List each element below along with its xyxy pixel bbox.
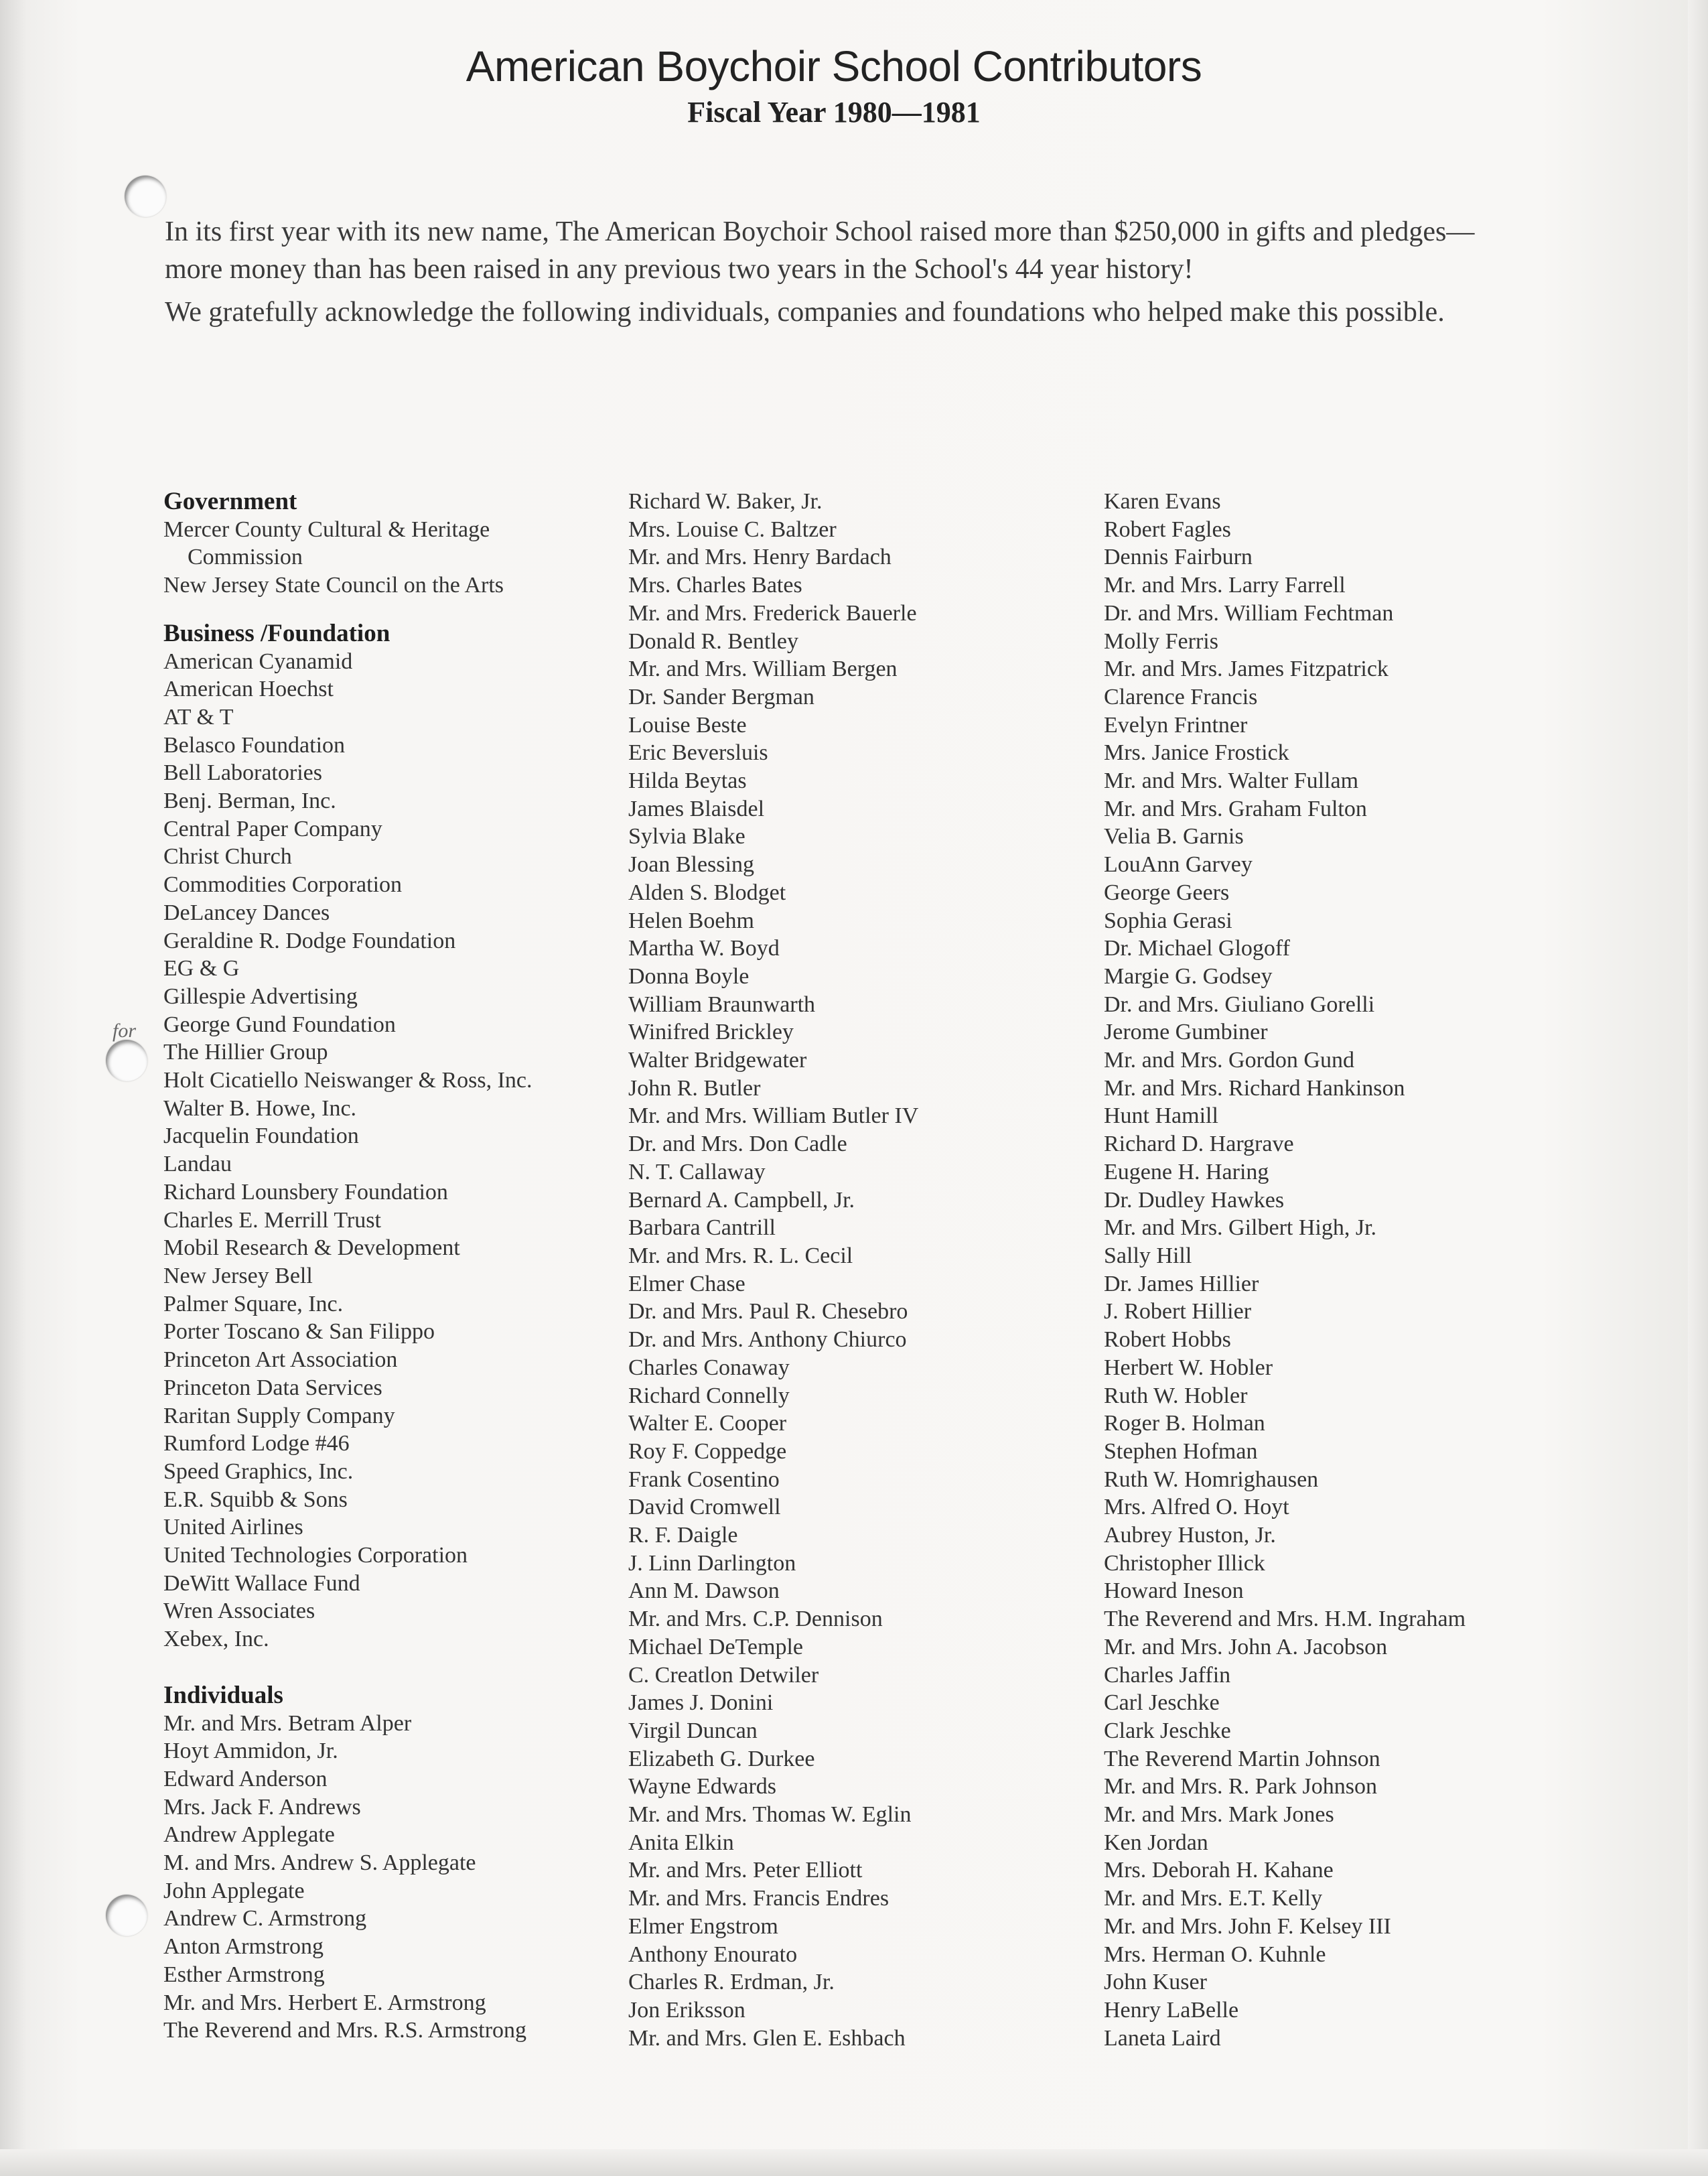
list-item: Mr. and Mrs. Frederick Bauerle [628,600,917,626]
contributors-column-3 [1104,488,1640,2052]
list-item: Mr. and Mrs. Richard Hankinson [1104,1075,1405,1101]
list-item: Mr. and Mrs. R. L. Cecil [628,1243,853,1268]
list-item: Elmer Chase [628,1271,745,1296]
list-item: Eugene H. Haring [1104,1159,1269,1184]
list-item: E.R. Squibb & Sons [163,1487,348,1512]
list-item: Commission [188,545,303,570]
list-item: George Gund Foundation [163,1012,396,1037]
list-item: Roger B. Holman [1104,1411,1265,1436]
list-item: Mr. and Mrs. Herbert E. Armstrong [163,1990,486,2015]
list-item: Mrs. Charles Bates [628,573,802,598]
list-item: Dr. and Mrs. Don Cadle [628,1132,847,1157]
list-item: Helen Boehm [628,908,754,933]
list-item: Rumford Lodge #46 [163,1431,350,1456]
list-item: Walter E. Cooper [628,1411,787,1436]
list-item: C. Creatlon Detwiler [628,1662,819,1688]
list-item: Donna Boyle [628,963,750,989]
list-item: Jacquelin Foundation [163,1124,359,1149]
list-item: Charles Conaway [628,1355,790,1380]
list-item: Joan Blessing [628,852,754,878]
list-item: Holt Cicatiello Neiswanger & Ross, Inc. [163,1068,532,1093]
list-item: Porter Toscano & San Filippo [163,1319,435,1345]
list-item: Geraldine R. Dodge Foundation [163,928,456,953]
list-item: Ken Jordan [1104,1830,1208,1855]
list-item: Mr. and Mrs. Gordon Gund [1104,1048,1354,1073]
list-item: Bernard A. Campbell, Jr. [628,1187,855,1213]
list-item: Charles E. Merrill Trust [163,1207,381,1233]
list-item: James Blaisdel [628,796,765,821]
list-item: Dr. James Hillier [1104,1271,1259,1296]
list-item: Mrs. Louise C. Baltzer [628,517,837,542]
list-item: Eric Beversluis [628,740,768,766]
list-item: M. and Mrs. Andrew S. Applegate [163,1850,476,1876]
list-item: Dr. and Mrs. Giuliano Gorelli [1104,992,1375,1017]
list-item: Mr. and Mrs. Mark Jones [1104,1802,1334,1828]
list-item: Dr. and Mrs. Anthony Chiurco [628,1327,907,1353]
list-item: Hunt Hamill [1104,1103,1218,1129]
list-item: George Geers [1104,880,1230,905]
list-item: Herbert W. Hobler [1104,1355,1273,1380]
page-subtitle: Fiscal Year 1980—1981 [687,96,981,129]
list-item: Walter Bridgewater [628,1048,807,1073]
list-item: Karen Evans [1104,489,1221,514]
list-item: Winifred Brickley [628,1020,794,1045]
intro-text [165,213,1504,336]
list-item: Mrs. Janice Frostick [1104,740,1289,766]
section-heading-individuals: Individuals [163,1681,283,1709]
list-item: Henry LaBelle [1104,1997,1239,2023]
list-item: Mr. and Mrs. E.T. Kelly [1104,1886,1323,1911]
list-item: The Reverend Martin Johnson [1104,1746,1380,1771]
list-item: Virgil Duncan [628,1718,758,1743]
list-item: Mr. and Mrs. Thomas W. Eglin [628,1802,912,1828]
list-item: Mr. and Mrs. R. Park Johnson [1104,1774,1378,1799]
list-item: Walter B. Howe, Inc. [163,1095,357,1121]
list-item: Hoyt Ammidon, Jr. [163,1739,338,1764]
list-item: EG & G [163,956,240,981]
list-item: Donald R. Bentley [628,628,799,654]
page-title: American Boychoir School Contributors [466,42,1202,90]
list-item: Ann M. Dawson [628,1578,780,1604]
list-item: Raritan Supply Company [163,1403,395,1428]
list-item: Mrs. Herman O. Kuhnle [1104,1942,1326,1967]
list-item: Ruth W. Homrighausen [1104,1467,1319,1492]
list-item: The Reverend and Mrs. R.S. Armstrong [163,2018,527,2043]
list-item: Frank Cosentino [628,1467,780,1492]
list-item: Mr. and Mrs. Walter Fullam [1104,768,1359,794]
punch-hole-bottom [106,1895,147,1936]
list-item: Mobil Research & Development [163,1235,460,1261]
list-item: Robert Hobbs [1104,1327,1231,1353]
list-item: Dr. and Mrs. Paul R. Chesebro [628,1299,908,1324]
list-item: Sylvia Blake [628,824,745,849]
list-item: Speed Graphics, Inc. [163,1458,354,1484]
list-item: Carl Jeschke [1104,1690,1220,1716]
list-item: Richard D. Hargrave [1104,1132,1294,1157]
list-item: LouAnn Garvey [1104,852,1253,878]
list-item: Sophia Gerasi [1104,908,1232,933]
list-item: Edward Anderson [163,1766,328,1791]
list-item: J. Robert Hillier [1104,1299,1252,1324]
list-item: Anthony Enourato [628,1942,798,1967]
list-item: William Braunwarth [628,992,816,1017]
list-item: Commodities Corporation [163,872,403,898]
list-item: Bell Laboratories [163,760,322,786]
margin-note: for [113,1020,137,1042]
list-item: Richard W. Baker, Jr. [628,489,823,514]
list-item: Mr. and Mrs. Francis Endres [628,1886,889,1911]
list-item: J. Linn Darlington [628,1550,796,1576]
list-item: New Jersey State Council on the Arts [163,573,504,598]
list-item: Mrs. Alfred O. Hoyt [1104,1495,1289,1520]
list-item: Mr. and Mrs. James Fitzpatrick [1104,657,1389,682]
list-item: Evelyn Frintner [1104,712,1248,738]
list-item: Xebex, Inc. [163,1627,269,1652]
list-item: N. T. Callaway [628,1159,766,1184]
business-list [163,648,632,1653]
page-edge-right [1688,0,1708,2176]
list-item: Mr. and Mrs. Gilbert High, Jr. [1104,1215,1377,1241]
list-item: David Cromwell [628,1495,781,1520]
list-item: Princeton Data Services [163,1375,382,1400]
list-item: DeWitt Wallace Fund [163,1570,360,1596]
list-item: Gillespie Advertising [163,983,358,1009]
list-item: Dr. and Mrs. William Fechtman [1104,600,1394,626]
list-item: Jerome Gumbiner [1104,1020,1268,1045]
list-item: Elizabeth G. Durkee [628,1746,815,1771]
list-item: Wren Associates [163,1599,315,1624]
list-item: Louise Beste [628,712,747,738]
list-item: Clark Jeschke [1104,1718,1231,1743]
individuals-list-1 [163,1710,632,2045]
list-item: The Hillier Group [163,1040,328,1065]
list-item: Landau [163,1152,232,1177]
list-item: Margie G. Godsey [1104,963,1273,989]
page-edge-bottom [0,2149,1708,2176]
list-item: Dennis Fairburn [1104,545,1253,570]
list-item: Mr. and Mrs. C.P. Dennison [628,1607,883,1632]
punch-hole-top [125,176,166,217]
section-heading-business: Business /Foundation [163,619,390,647]
list-item: Mr. and Mrs. Betram Alper [163,1710,412,1736]
list-item: New Jersey Bell [163,1263,313,1288]
list-item: Benj. Berman, Inc. [163,789,336,814]
list-item: Charles Jaffin [1104,1662,1231,1688]
intro-paragraph: In its first year with its new name, The American Boychoir School raised more than $250,000 in gifts and pledges—more money than has been raised in any previous two years in the School's 44 year history! [165,216,1475,285]
list-item: United Airlines [163,1515,303,1540]
list-item: Barbara Cantrill [628,1215,776,1241]
list-item: John Kuser [1104,1970,1207,1995]
list-item: Mr. and Mrs. Larry Farrell [1104,573,1346,598]
list-item: Mrs. Deborah H. Kahane [1104,1858,1334,1883]
list-item: Dr. Michael Glogoff [1104,936,1290,961]
list-item: Howard Ineson [1104,1578,1244,1604]
list-item: Christopher Illick [1104,1550,1265,1576]
list-item: Dr. Dudley Hawkes [1104,1187,1285,1213]
list-item: Mr. and Mrs. Peter Elliott [628,1858,863,1883]
list-item: Dr. Sander Bergman [628,684,814,709]
list-item: Richard Connelly [628,1383,790,1408]
list-item: Anton Armstrong [163,1934,324,1960]
list-item: Richard Lounsbery Foundation [163,1179,448,1205]
list-item: Mercer County Cultural & Heritage [163,517,490,542]
list-item: Laneta Laird [1104,2025,1221,2051]
list-item: The Reverend and Mrs. H.M. Ingraham [1104,1607,1466,1632]
intro-paragraph: We gratefully acknowledge the following individuals, companies and foundations who helped make this possible. [165,297,1445,328]
list-item: Jon Eriksson [628,1997,745,2023]
list-item: Roy F. Coppedge [628,1438,787,1464]
list-item: Michael DeTemple [628,1634,804,1659]
list-item: Andrew C. Armstrong [163,1906,367,1931]
list-item: Martha W. Boyd [628,936,780,961]
list-item: R. F. Daigle [628,1523,738,1548]
list-item: American Hoechst [163,677,334,702]
list-item: Clarence Francis [1104,684,1258,709]
list-item: AT & T [163,704,234,730]
list-item: Wayne Edwards [628,1774,777,1799]
list-item: Charles R. Erdman, Jr. [628,1970,835,1995]
list-item: Christ Church [163,844,292,870]
list-item: Anita Elkin [628,1830,734,1855]
list-item: Princeton Art Association [163,1347,398,1373]
contributors-column-2 [628,488,1097,2052]
list-item: Mr. and Mrs. Graham Fulton [1104,796,1367,821]
list-item: Sally Hill [1104,1243,1192,1268]
punch-hole-middle [106,1040,147,1081]
list-item: Mr. and Mrs. Henry Bardach [628,545,892,570]
individuals-list-3 [1104,488,1640,2052]
list-item: Mrs. Jack F. Andrews [163,1794,361,1820]
list-item: Aubrey Huston, Jr. [1104,1523,1276,1548]
list-item: James J. Donini [628,1690,774,1716]
list-item: John R. Butler [628,1075,761,1101]
list-item: Hilda Beytas [628,768,747,794]
list-item: Elmer Engstrom [628,1913,778,1939]
list-item: United Technologies Corporation [163,1543,468,1568]
list-item: Mr. and Mrs. Glen E. Eshbach [628,2025,906,2051]
list-item: Mr. and Mrs. William Butler IV [628,1103,919,1129]
list-item: Palmer Square, Inc. [163,1291,344,1316]
list-item: DeLancey Dances [163,900,330,925]
list-item: Central Paper Company [163,816,382,841]
list-item: Mr. and Mrs. William Bergen [628,657,898,682]
list-item: American Cyanamid [163,649,353,674]
list-item: Velia B. Garnis [1104,824,1244,849]
list-item: Mr. and Mrs. John F. Kelsey III [1104,1913,1391,1939]
list-item: Belasco Foundation [163,732,346,758]
contributors-column-1 [163,488,632,2045]
list-item: Ruth W. Hobler [1104,1383,1248,1408]
list-item: Alden S. Blodget [628,880,786,905]
list-item: Stephen Hofman [1104,1438,1258,1464]
list-item: Mr. and Mrs. John A. Jacobson [1104,1634,1388,1659]
list-item: Andrew Applegate [163,1822,335,1848]
list-item: Robert Fagles [1104,517,1231,542]
list-item: Esther Armstrong [163,1962,325,1987]
list-item: John Applegate [163,1878,305,1903]
section-heading-government: Government [163,488,297,515]
individuals-list-2 [628,488,1097,2052]
list-item: Molly Ferris [1104,628,1218,654]
